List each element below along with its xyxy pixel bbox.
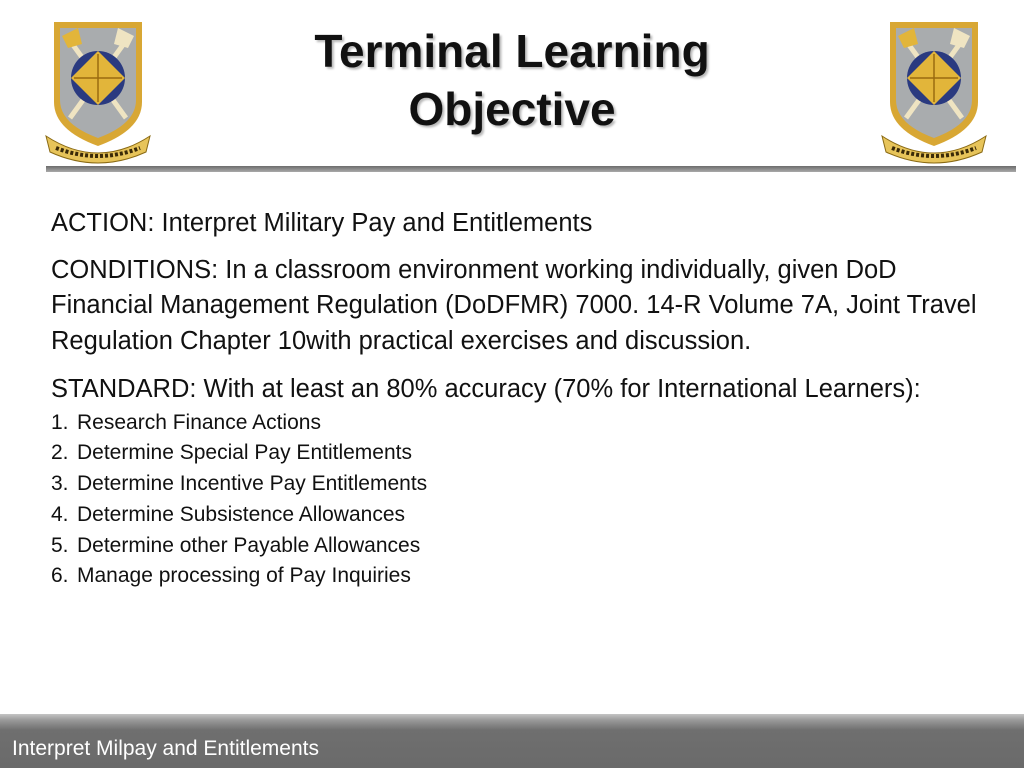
list-item-text: Determine Subsistence Allowances — [77, 502, 406, 526]
list-item — [51, 561, 1001, 592]
list-item — [51, 438, 1001, 469]
action-statement: ACTION: Interpret Military Pay and Entitlements — [51, 209, 593, 237]
list-item-text: Research Finance Actions — [77, 410, 321, 434]
list-item-text: Determine Incentive Pay Entitlements — [77, 472, 428, 496]
slide-title: Terminal Learning Objective — [314, 25, 710, 135]
task-list — [51, 408, 1001, 593]
finance-corps-crest-icon — [42, 14, 154, 166]
footer-title: Interpret Milpay and Entitlements — [12, 737, 319, 760]
list-item-number: 3. — [51, 472, 69, 496]
list-item-text: Determine Special Pay Entitlements — [77, 441, 412, 465]
finance-corps-crest-icon — [878, 14, 990, 166]
list-item-number: 4. — [51, 502, 69, 526]
slide-body — [51, 206, 1001, 592]
title-divider — [46, 166, 1016, 172]
list-item-text: Determine other Payable Allowances — [77, 533, 421, 557]
conditions-statement: CONDITIONS: In a classroom environment working individually, given DoD Financial Management Regulation (DoDFMR) 7000. 14-R Volume 7A, Joint Travel Regulation Chapter 10with practical exercises and discussion. — [51, 255, 977, 355]
list-item-number: 1. — [51, 410, 69, 434]
list-item — [51, 500, 1001, 531]
list-item-text: Manage processing of Pay Inquiries — [77, 564, 411, 588]
list-item — [51, 469, 1001, 500]
footer-bar — [0, 714, 1024, 768]
list-item-number: 5. — [51, 533, 69, 557]
list-item-number: 2. — [51, 441, 69, 465]
list-item — [51, 531, 1001, 562]
list-item-number: 6. — [51, 564, 69, 588]
standard-statement: STANDARD: With at least an 80% accuracy (70% for International Learners): — [51, 375, 921, 403]
list-item — [51, 408, 1001, 439]
